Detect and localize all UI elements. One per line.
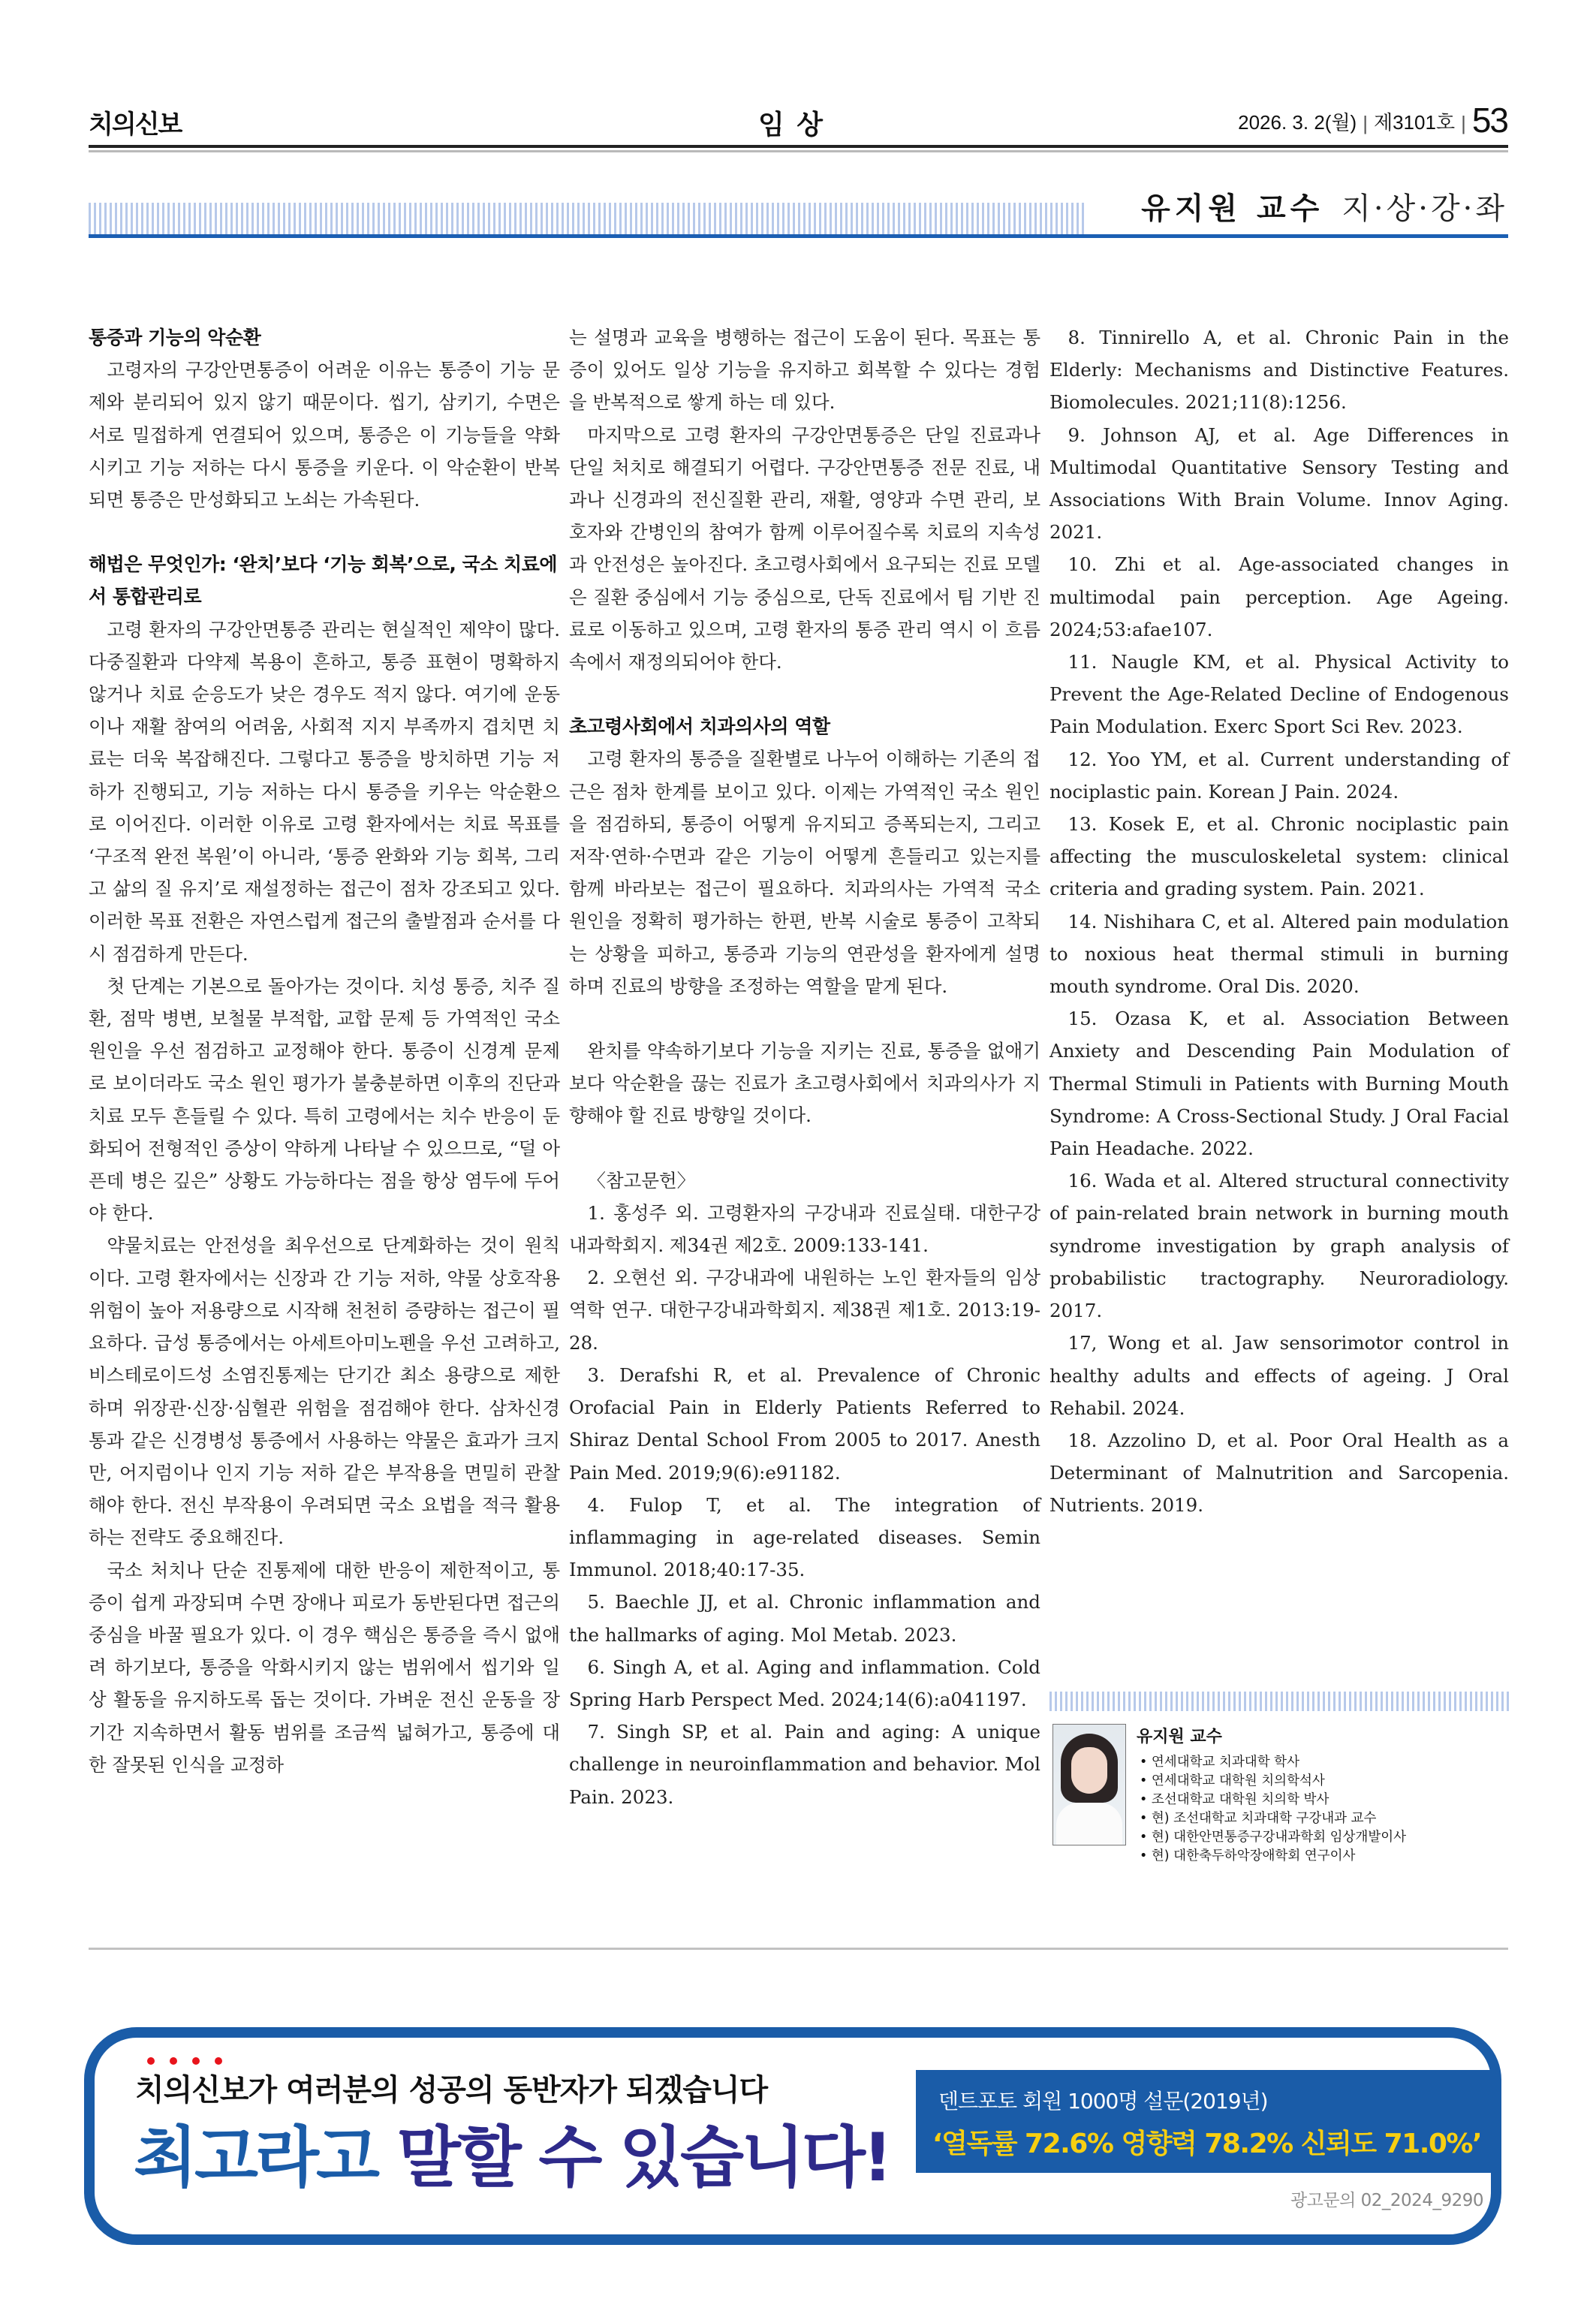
paragraph: 고령 환자의 구강안면통증 관리는 현실적인 제약이 많다. 다중질환과 다약제 복용이 흔하고, 통증 표현이 명확하지 않거나 치료 순응도가 낮은 경우도 적지 않다. 여기에 운동이나 재활 참여의 어려움, 사회적 지지 부족까지 겹치면 치료는 더욱 복잡해진다. 그렇다고 통증을 방치하면 기능 저하가 진행되고, 기능 저하는 다시 통증을 키우는 악순환으로 이어진다. 이러한 이유로 고령 환자에서는 치료 목표를 ‘구조적 완전 복원’이 아니라, ‘통증 완화와 기능 회복, 그리고 삶의 질 유지’로 재설정하는 접근이 점차 강조되고 있다. 이러한 목표 전환은 자연스럽게 접근의 출발점과 순서를 다시 점검하게 만든다. (89, 618, 560, 965)
issue-date: 2026. 3. 2(월) (1238, 111, 1357, 134)
divider: | (1363, 112, 1368, 134)
issue-info (1238, 101, 1507, 140)
page-number: 53 (1471, 101, 1507, 140)
issue-number: 제3101호 (1373, 111, 1456, 134)
masthead-rule (89, 145, 1508, 148)
reference-item: 17, Wong et al. Jaw sensorimotor control in healthy adults and effects of ageing. J Oral Rehabil. 2024. (1049, 1332, 1509, 1419)
series-title (1141, 185, 1507, 227)
ad-headline-part2: 말할 수 있습니다! (396, 2119, 890, 2196)
section-heading: 해법은 무엇인가: ‘완치’보다 ‘기능 회복’으로, 국소 치료에서 통합관리로 (89, 553, 558, 608)
credential-item: • 현) 대한안면통증구강내과학회 임상개발이사 (1140, 1828, 1406, 1847)
author-photo (1052, 1724, 1126, 1845)
paragraph: 고령자의 구강안면통증이 어려운 이유는 통증이 기능 문제와 분리되어 있지 않기 때문이다. 씹기, 삼키기, 수면은 서로 밀접하게 연결되어 있으며, 통증은 이 기능들을 약화시키고 기능 저하는 다시 통증을 키운다. 이 악순환이 반복되면 통증은 만성화되고 노쇠는 가속된다. (89, 359, 560, 511)
survey-stats: ‘열독률 72.6% 영향력 78.2% 신뢰도 71.0%’ (932, 2129, 1482, 2159)
reference-item: 11. Naugle KM, et al. Physical Activity to Prevent the Age-Related Decline of Endogenous Pain Modulation. Exerc Sport Sci Rev. 2023. (1049, 651, 1509, 738)
reference-item: 13. Kosek E, et al. Chronic nociplastic pain affecting the musculoskeletal system: clinical criteria and grading system. Pain. 2021. (1049, 813, 1509, 900)
paragraph: 약물치료는 안전성을 최우선으로 단계화하는 것이 원칙이다. 고령 환자에서는 신장과 간 기능 저하, 약물 상호작용 위험이 높아 저용량으로 시작해 천천히 증량하는 접근이 필요하다. 급성 통증에서는 아세트아미노펜을 우선 고려하고, 비스테로이드성 소염진통제는 단기간 최소 용량으로 제한하며 위장관·신장·심혈관 위험을 점검해야 한다. 삼차신경통과 같은 신경병성 통증에서 사용하는 약물은 효과가 크지만, 어지럼이나 인지 기능 저하 같은 부작용을 면밀히 관찰해야 한다. 전신 부작용이 우려되면 국소 요법을 적극 활용하는 전략도 중요해진다. (89, 1234, 560, 1549)
reference-item: 3. Derafshi R, et al. Prevalence of Chronic Orofacial Pain in Elderly Patients Referred to Shiraz Dental School From 2005 to 2017. Anesth Pain Med. 2019;9(6):e91182. (569, 1363, 1040, 1484)
credential-item: • 현) 조선대학교 치과대학 구강내과 교수 (1140, 1809, 1406, 1828)
profile-stripes (1049, 1692, 1509, 1711)
reference-item: 18. Azzolino D, et al. Poor Oral Health as a Determinant of Malnutrition and Sarcopenia. Nutrients. 2019. (1049, 1429, 1509, 1517)
reference-item: 1. 홍성주 외. 고령환자의 구강내과 진료실태. 대한구강내과학회지. 제34권 제2호. 2009:133-141. (569, 1201, 1040, 1257)
emphasis-dots (147, 2057, 222, 2065)
section-heading: 초고령사회에서 치과의사의 역할 (569, 716, 830, 738)
reference-item: 12. Yoo YM, et al. Current understanding of nociplastic pain. Korean J Pain. 2024. (1049, 748, 1509, 803)
section-heading: 통증과 기능의 악순환 (89, 327, 261, 348)
author-credentials (1140, 1753, 1406, 1866)
reference-item: 15. Ozasa K, et al. Association Between Anxiety and Descending Pain Modulation of Thermal Stimuli in Patients with Burning Mouth Syndrome: A Cross-Sectional Study. J Oral Facial Pain Headache. 2022. (1049, 1008, 1509, 1160)
reference-item: 4. Fulop T, et al. The integration of inflammaging in age-related diseases. Semin Immunol. 2018;40:17-35. (569, 1493, 1040, 1581)
ad-headline (134, 2119, 890, 2196)
credential-item: • 연세대학교 치과대학 학사 (1140, 1753, 1406, 1772)
author-name: 유지원 교수 (1137, 1728, 1222, 1746)
credential-item: • 연세대학교 대학원 치의학석사 (1140, 1772, 1406, 1791)
article-column-2 (569, 321, 1040, 1813)
reference-item: 2. 오현선 외. 구강내과에 내원하는 노인 환자들의 임상역학 연구. 대한구강내과학회지. 제38권 제1호. 2013:19-28. (569, 1267, 1040, 1354)
title-rule (89, 234, 1508, 238)
references-heading: 〈참고문헌〉 (587, 1169, 696, 1192)
reference-item: 5. Baechle JJ, et al. Chronic inflammation and the hallmarks of aging. Mol Metab. 2023. (569, 1591, 1040, 1646)
reference-item: 9. Johnson AJ, et al. Age Differences in Multimodal Quantitative Sensory Testing and Associations With Brain Volume. Innov Aging. 2021. (1049, 423, 1509, 544)
closing-paragraph: 완치를 약속하기보다 기능을 지키는 진료, 통증을 없애기보다 악순환을 끊는 진료가 초고령사회에서 치과의사가 지향해야 할 진료 방향일 것이다. (569, 1040, 1040, 1127)
paragraph: 국소 처치나 단순 진통제에 대한 반응이 제한적이고, 통증이 쉽게 과장되며 수면 장애나 피로가 동반된다면 접근의 중심을 바꿀 필요가 있다. 이 경우 핵심은 통증을 즉시 없애려 하기보다, 통증을 악화시키지 않는 범위에서 씹기와 일상 활동을 유지하도록 돕는 것이다. 가벼운 전신 운동을 장기간 지속하면서 활동 범위를 조금씩 넓혀가고, 통증에 대한 잘못된 인식을 교정하 (89, 1559, 560, 1776)
article-column-1 (89, 321, 560, 1781)
series-label: 지·상·강·좌 (1342, 191, 1507, 226)
decorative-stripes (89, 203, 1087, 234)
credential-item: • 현) 대한축두하악장애학회 연구이사 (1140, 1847, 1406, 1866)
reference-item: 6. Singh A, et al. Aging and inflammation. Cold Spring Harb Perspect Med. 2024;14(6):a041197. (569, 1656, 1040, 1710)
reference-item: 16. Wada et al. Altered structural connectivity of pain-related brain network in burning mouth syndrome investigation by graph analysis of probabilistic tractography. Neuroradiology. 2017. (1049, 1170, 1509, 1322)
paragraph: 첫 단계는 기본으로 돌아가는 것이다. 치성 통증, 치주 질환, 점막 병변, 보철물 부적합, 교합 문제 등 가역적인 국소 원인을 우선 점검하고 교정해야 한다. 통증이 신경계 문제로 보이더라도 국소 원인 평가가 불충분하면 이후의 진단과 치료 모두 흔들릴 수 있다. 특히 고령에서는 치수 반응이 둔화되어 전형적인 증상이 약하게 나타날 수 있으므로, “덜 아픈데 병은 깊은” 상황도 가능하다는 점을 항상 염두에 두어야 한다. (89, 975, 560, 1225)
ad-contact: 광고문의 02_2024_9290 (1290, 2191, 1483, 2210)
credential-item: • 조선대학교 대학원 치의학 박사 (1140, 1791, 1406, 1809)
reference-item: 14. Nishihara C, et al. Altered pain modulation to noxious heat thermal stimuli in burning mouth syndrome. Oral Dis. 2020. (1049, 910, 1509, 998)
paragraph: 고령 환자의 통증을 질환별로 나누어 이해하는 기존의 접근은 점차 한계를 보이고 있다. 이제는 가역적인 국소 원인을 점검하되, 통증이 어떻게 유지되고 증폭되는지, 그리고 저작·연하·수면과 같은 기능이 어떻게 흔들리고 있는지를 함께 바라보는 접근이 필요하다. 치과의사는 가역적 국소 원인을 정확히 평가하는 한편, 반복 시술로 통증이 고착되는 상황을 피하고, 통증과 기능의 연관성을 환자에게 설명하며 진료의 방향을 조정하는 역할을 맡게 된다. (569, 748, 1040, 997)
ad-tagline: 치의신보가 여러분의 성공의 동반자가 되겠습니다 (135, 2073, 768, 2108)
paragraph: 는 설명과 교육을 병행하는 접근이 도움이 된다. 목표는 통증이 있어도 일상 기능을 유지하고 회복할 수 있다는 경험을 반복적으로 쌓게 하는 데 있다. (569, 327, 1040, 414)
divider: | (1461, 112, 1466, 134)
reference-item: 10. Zhi et al. Age-associated changes in multimodal pain perception. Age Ageing. 2024;53:afae107. (1049, 553, 1509, 640)
reference-item: 8. Tinnirello A, et al. Chronic Pain in the Elderly: Mechanisms and Distinctive Features. Biomolecules. 2021;11(8):1256. (1049, 327, 1509, 414)
survey-caption: 덴트포토 회원 1000명 설문(2019년) (938, 2089, 1268, 2114)
series-author: 유지원 교수 (1141, 191, 1324, 226)
newspaper-brand: 치의신보 (89, 110, 182, 140)
section-name: 임 상 (758, 110, 825, 140)
paragraph: 마지막으로 고령 환자의 구강안면통증은 단일 진료과나 단일 처치로 해결되기 어렵다. 구강안면통증 전문 진료, 내과나 신경과의 전신질환 관리, 재활, 영양과 수면 관리, 보호자와 간병인의 참여가 함께 이루어질수록 치료의 지속성과 안전성은 높아진다. 초고령사회에서 요구되는 진료 모델은 질환 중심에서 기능 중심으로, 단독 진료에서 팀 기반 진료로 이동하고 있으며, 고령 환자의 통증 관리 역시 이 흐름 속에서 재정의되어야 한다. (569, 423, 1040, 673)
masthead-rule-secondary (89, 150, 1508, 152)
article-end-rule (89, 1948, 1508, 1950)
ad-headline-part1: 최고라고 (134, 2119, 378, 2196)
ad-survey-box (916, 2070, 1498, 2173)
article-column-3 (1049, 321, 1509, 1522)
reference-item: 7. Singh SP, et al. Pain and aging: A unique challenge in neuroinflammation and behavior. Mol Pain. 2023. (569, 1721, 1040, 1808)
